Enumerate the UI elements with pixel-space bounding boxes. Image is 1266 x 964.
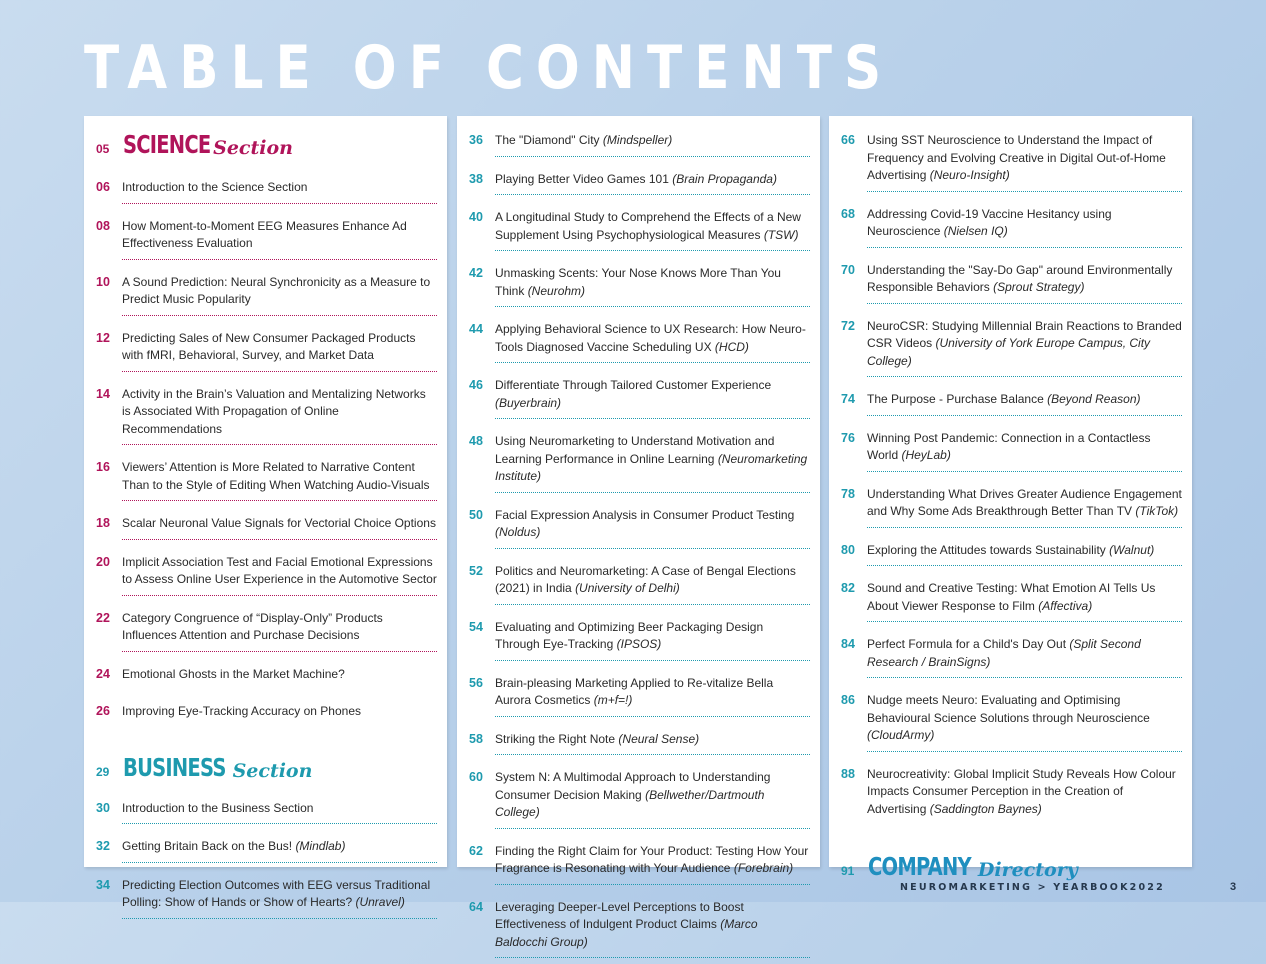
entry-page-number: 34 [96,877,122,895]
toc-entry[interactable] [841,534,1182,573]
entry-page-number: 66 [841,132,867,150]
entry-page-number: 76 [841,430,867,448]
entry-text [495,377,810,419]
entry-page-number: 46 [469,377,495,395]
entry-text [867,692,1182,752]
entry-page-number: 52 [469,563,495,581]
entry-title: Improving Eye-Tracking Accuracy on Phones [122,704,361,718]
entry-page-number: 50 [469,507,495,525]
entry-title: Introduction to the Business Section [122,801,313,815]
page-title: TABLE OF CONTENTS [84,30,893,106]
entry-title: Implicit Association Test and Facial Emotional Expressions to Assess Online User Experience in the Automotive Sector [122,555,437,587]
entry-text [122,554,437,596]
entry-title: Unmasking Scents: Your Nose Knows More Than You Think [495,266,781,298]
entry-source: (Buyerbrain) [495,396,561,410]
entry-source: (University of Delhi) [575,581,680,595]
company-section-page: 91 [841,864,868,881]
entry-source: (Sprout Strategy) [993,280,1084,294]
toc-entry[interactable] [469,313,810,369]
entry-page-number: 12 [96,330,122,348]
toc-entry[interactable] [96,507,437,546]
entry-title: Nudge meets Neuro: Evaluating and Optimising Behavioural Science Solutions through Neuroscience [867,693,1150,725]
toc-entry[interactable] [96,171,437,210]
entry-page-number: 20 [96,554,122,572]
business-section-script: Section [233,760,313,782]
entry-text [867,206,1182,248]
column-2-entry-list [469,124,810,964]
toc-entry[interactable] [841,572,1182,628]
toc-entry[interactable] [469,835,810,891]
entry-page-number: 58 [469,731,495,749]
toc-entry[interactable] [96,378,437,452]
entry-title: Neurocreativity: Global Implicit Study Reveals How Colour Impacts Consumer Perception in the Creation of Advertising [867,767,1176,816]
entry-page-number: 08 [96,218,122,236]
entry-title: Activity in the Brain’s Valuation and Mentalizing Networks is Associated With Propagation of Online Recommendations [122,387,426,436]
entry-page-number: 36 [469,132,495,150]
entry-title: Winning Post Pandemic: Connection in a Contactless World [867,431,1150,463]
entry-page-number: 86 [841,692,867,710]
entry-page-number: 64 [469,899,495,917]
entry-text [122,800,437,825]
entry-title: Emotional Ghosts in the Market Machine? [122,667,345,681]
entry-text [495,321,810,363]
entry-title: The "Diamond" City [495,133,600,147]
entry-source: (m+f=!) [594,693,633,707]
entry-source: (Walnut) [1109,543,1154,557]
entry-text [495,132,810,157]
entry-text [122,459,437,501]
entry-title: Perfect Formula for a Child's Day Out [867,637,1066,651]
entry-source: (Noldus) [495,525,540,539]
toc-entry[interactable] [841,198,1182,254]
entry-page-number: 18 [96,515,122,533]
entry-page-number: 22 [96,610,122,628]
entry-source: (Split Second Research / BrainSigns) [867,637,1141,669]
column-3-entry-list [841,124,1182,830]
science-entry-list [96,171,437,733]
toc-entry[interactable] [469,723,810,762]
entry-page-number: 44 [469,321,495,339]
entry-source: (Brain Propaganda) [672,172,777,186]
toc-entry[interactable] [841,422,1182,478]
entry-source: (HCD) [715,340,749,354]
entry-title: Using SST Neuroscience to Understand the Impact of Frequency and Evolving Creative in Digital Out-of-Home Advertising [867,133,1166,182]
entry-title: Predicting Election Outcomes with EEG versus Traditional Polling: Show of Hands or Show of Hearts? [122,878,430,910]
entry-text [495,171,810,196]
entry-title: Differentiate Through Tailored Customer Experience [495,378,771,392]
toc-entry[interactable] [469,201,810,257]
toc-entry[interactable] [96,792,437,831]
entry-text [867,262,1182,304]
entry-page-number: 16 [96,459,122,477]
entry-text [122,386,437,446]
entry-page-number: 26 [96,703,122,721]
entry-text [495,563,810,605]
entry-source: (Bellwether/Dartmouth College) [495,788,764,820]
entry-title: Evaluating and Optimizing Beer Packaging Design Through Eye-Tracking [495,620,763,652]
toc-entry[interactable] [96,869,437,925]
toc-entry[interactable] [96,546,437,602]
entry-title: Viewers’ Attention is More Related to Narrative Content Than to the Style of Editing When Watching Audio-Visuals [122,460,430,492]
entry-page-number: 62 [469,843,495,861]
entry-text [122,274,437,316]
business-section-title: BUSINESS [123,753,226,782]
toc-entry[interactable] [96,602,437,658]
science-section-page: 05 [96,142,123,159]
entry-title: Understanding What Drives Greater Audience Engagement and Why Some Ads Breakthrough Better Than TV [867,487,1182,519]
entry-text [867,318,1182,378]
entry-text [867,766,1182,825]
entry-page-number: 88 [841,766,867,784]
entry-text [495,731,810,756]
entry-page-number: 40 [469,209,495,227]
entry-title: Exploring the Attitudes towards Sustainability [867,543,1106,557]
entry-text [122,703,437,727]
entry-text [867,391,1182,416]
entry-page-number: 32 [96,838,122,856]
entry-title: Striking the Right Note [495,732,615,746]
entry-source: (Unravel) [355,895,404,909]
entry-source: (Beyond Reason) [1047,392,1140,406]
entry-title: Sound and Creative Testing: What Emotion AI Tells Us About Viewer Response to Film [867,581,1155,613]
entry-page-number: 56 [469,675,495,693]
entry-title: Brain-pleasing Marketing Applied to Re-vitalize Bella Aurora Cosmetics [495,676,773,708]
toc-entry[interactable] [96,451,437,507]
entry-source: (CloudArmy) [867,728,934,742]
toc-entry[interactable] [841,310,1182,384]
entry-source: (IPSOS) [617,637,662,651]
entry-page-number: 14 [96,386,122,404]
science-section-header [96,130,437,159]
entry-source: (TSW) [764,228,799,242]
entry-source: (Saddington Baynes) [930,802,1042,816]
science-section-title: SCIENCE [123,130,210,159]
toc-entry[interactable] [96,266,437,322]
entry-source: (Mindspeller) [603,133,672,147]
entry-title: Applying Behavioral Science to UX Research: How Neuro-Tools Diagnosed Vaccine Scheduling UX [495,322,806,354]
entry-page-number: 68 [841,206,867,224]
entry-title: Facial Expression Analysis in Consumer Product Testing [495,508,794,522]
toc-entry[interactable] [841,124,1182,198]
entry-title: System N: A Multimodal Approach to Understanding Consumer Decision Making [495,770,770,802]
entry-text [122,179,437,204]
entry-title: Getting Britain Back on the Bus! [122,839,292,853]
entry-text [122,515,437,540]
toc-entry[interactable] [96,322,437,378]
toc-column-2 [457,116,820,867]
entry-text [495,843,810,885]
entry-title: Politics and Neuromarketing: A Case of Bengal Elections (2021) in India [495,564,796,596]
entry-text [495,209,810,251]
entry-title: NeuroCSR: Studying Millennial Brain Reactions to Branded CSR Videos [867,319,1182,351]
toc-entry[interactable] [469,667,810,723]
entry-page-number: 10 [96,274,122,292]
toc-entry[interactable] [841,684,1182,758]
entry-text [495,433,810,493]
entry-text [495,265,810,307]
entry-page-number: 78 [841,486,867,504]
entry-source: (Neurohm) [528,284,585,298]
entry-source: (Nielsen IQ) [944,224,1008,238]
entry-title: Predicting Sales of New Consumer Packaged Products with fMRI, Behavioral, Survey, and Market Data [122,331,415,363]
footer-label: NEUROMARKETING > YEARBOOK2022 [900,882,1165,893]
entry-page-number: 30 [96,800,122,818]
toc-entry[interactable] [469,257,810,313]
toc-entry[interactable] [469,761,810,835]
entry-source: (HeyLab) [901,448,950,462]
toc-entry[interactable] [469,369,810,425]
entry-source: (Neuro-Insight) [930,168,1010,182]
entry-title: Understanding the "Say-Do Gap" around Environmentally Responsible Behaviors [867,263,1172,295]
toc-column-1 [84,116,447,867]
entry-page-number: 80 [841,542,867,560]
entry-page-number: 06 [96,179,122,197]
entry-source: (Mindlab) [295,839,345,853]
entry-text [867,636,1182,678]
entry-text [122,218,437,260]
toc-entry[interactable] [96,830,437,869]
entry-text [122,838,437,863]
entry-text [867,542,1182,567]
entry-title: Scalar Neuronal Value Signals for Vectorial Choice Options [122,516,436,530]
science-section-script: Section [213,137,293,159]
entry-page-number: 60 [469,769,495,787]
entry-title: Addressing Covid-19 Vaccine Hesitancy using Neuroscience [867,207,1112,239]
entry-source: (University of York Europe Campus, City College) [867,336,1150,368]
toc-entry[interactable] [841,254,1182,310]
toc-entry[interactable] [96,695,437,733]
toc-entry[interactable] [469,611,810,667]
toc-entry[interactable] [469,425,810,499]
entry-source: (Forebrain) [734,861,793,875]
entry-page-number: 54 [469,619,495,637]
entry-title: A Longitudinal Study to Comprehend the Effects of a New Supplement Using Psychophysiological Measures [495,210,801,242]
entry-text [495,675,810,717]
entry-title: A Sound Prediction: Neural Synchronicity as a Measure to Predict Music Popularity [122,275,430,307]
toc-entry[interactable] [96,210,437,266]
entry-title: Leveraging Deeper-Level Perceptions to Boost Effectiveness of Indulgent Product Claims [495,900,744,932]
company-directory-header [841,852,1182,881]
entry-text [867,486,1182,528]
entry-text [122,610,437,652]
entry-text [495,899,810,959]
entry-page-number: 72 [841,318,867,336]
entry-source: (Marco Baldocchi Group) [495,917,758,949]
entry-source: (Affectiva) [1038,599,1092,613]
entry-text [122,877,437,919]
toc-entry[interactable] [469,499,810,555]
entry-text [867,430,1182,472]
toc-entry[interactable] [469,555,810,611]
entry-title: Category Congruence of “Display-Only” Products Influences Attention and Purchase Decisions [122,611,383,643]
entry-text [495,619,810,661]
entry-title: Introduction to the Science Section [122,180,307,194]
toc-entry[interactable] [841,383,1182,422]
toc-entry[interactable] [96,658,437,696]
business-entry-list [96,792,437,925]
entry-source: (Neuromarketing Institute) [495,452,807,484]
entry-page-number: 84 [841,636,867,654]
company-section-title: COMPANY [868,852,971,881]
business-section-header [96,753,437,782]
page-number: 3 [1230,881,1236,893]
entry-title: Using Neuromarketing to Understand Motivation and Learning Performance in Online Learning [495,434,774,466]
entry-title: The Purpose - Purchase Balance [867,392,1044,406]
entry-text [495,507,810,549]
entry-title: How Moment-to-Moment EEG Measures Enhance Ad Effectiveness Evaluation [122,219,407,251]
toc-entry[interactable] [841,758,1182,831]
entry-text [867,132,1182,192]
toc-entry[interactable] [469,124,810,163]
entry-title: Playing Better Video Games 101 [495,172,669,186]
toc-column-3 [829,116,1192,867]
toc-entry[interactable] [841,478,1182,534]
company-section-script: Directory [978,859,1078,881]
entry-page-number: 70 [841,262,867,280]
entry-text [867,580,1182,622]
entry-text [122,330,437,372]
entry-page-number: 38 [469,171,495,189]
toc-entry[interactable] [841,628,1182,684]
entry-title: Finding the Right Claim for Your Product: Testing How Your Fragrance is Resonating with Your Audience [495,844,808,876]
entry-source: (TikTok) [1135,504,1178,518]
entry-text [495,769,810,829]
business-section-page: 29 [96,765,123,782]
entry-source: (Neural Sense) [618,732,699,746]
entry-page-number: 42 [469,265,495,283]
entry-page-number: 24 [96,666,122,684]
entry-page-number: 74 [841,391,867,409]
toc-entry[interactable] [469,163,810,202]
entry-page-number: 82 [841,580,867,598]
entry-page-number: 48 [469,433,495,451]
entry-text [122,666,437,690]
